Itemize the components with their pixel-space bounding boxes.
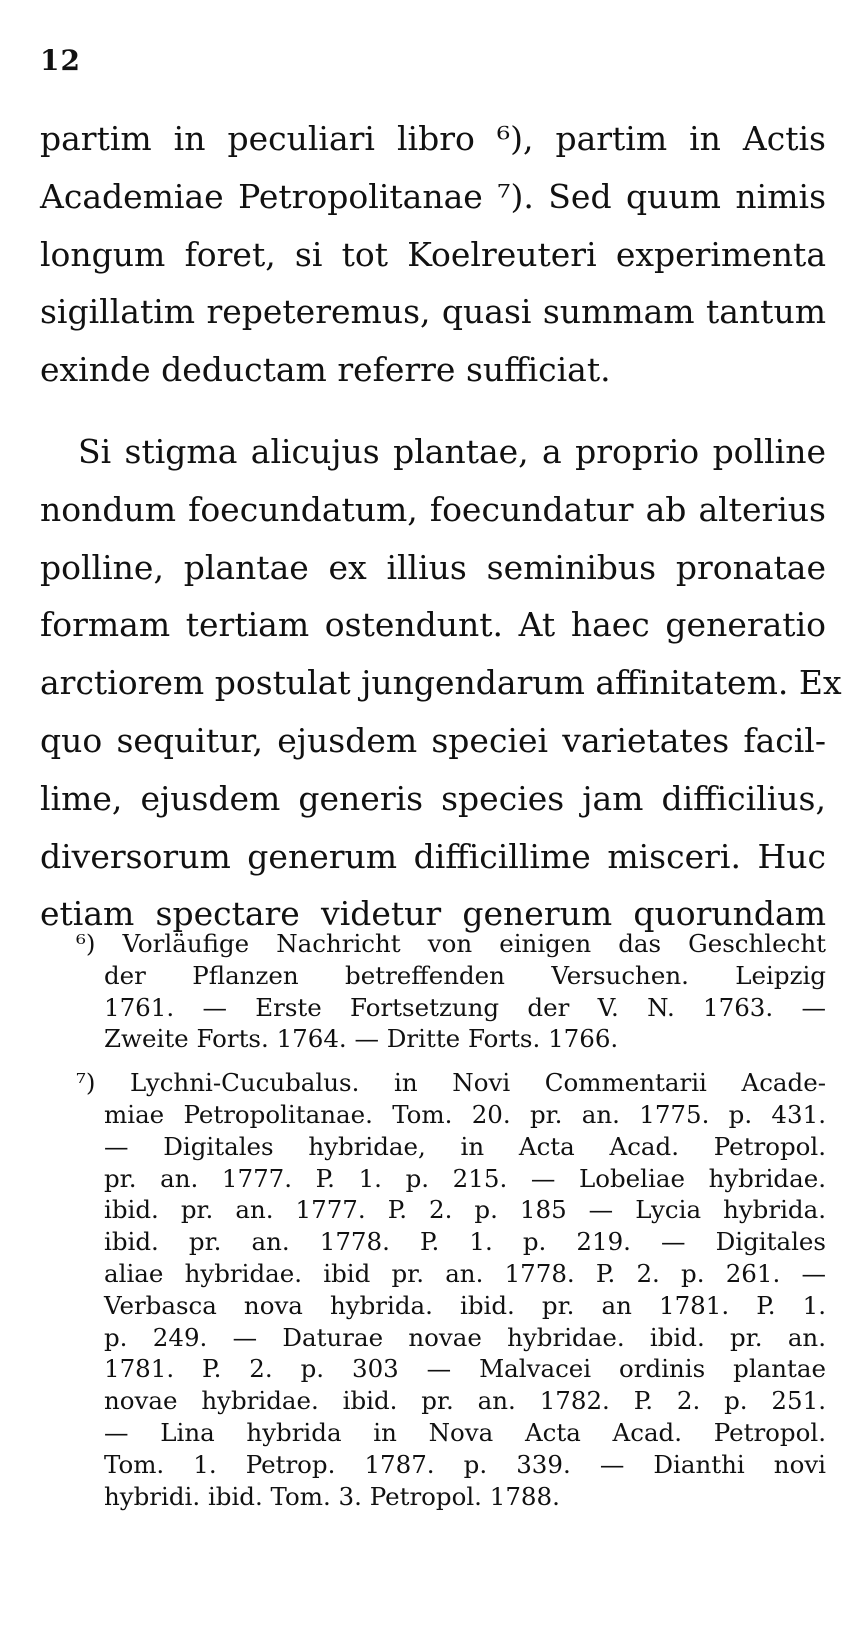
paragraph-1 bbox=[40, 110, 826, 399]
footnote-line: novae hybridae. ibid. pr. an. 1782. P. 2. p. 251. bbox=[104, 1386, 826, 1416]
text-line: quo sequitur, ejusdem speciei varietates facil- bbox=[40, 720, 826, 760]
footnote-7 bbox=[70, 1067, 826, 1512]
footnotes bbox=[70, 928, 826, 1512]
text-line: sigillatim repeteremus, quasi summam tantum bbox=[40, 292, 826, 332]
footnote-line: Tom. 1. Petrop. 1787. p. 339. — Dianthi novi bbox=[104, 1449, 826, 1479]
text-line: lime, ejusdem generis species jam difficilius, bbox=[40, 778, 826, 818]
text-line: arctiorem postulat jungendarum affinitatem. Ex bbox=[40, 663, 842, 703]
paragraph-spacer bbox=[40, 399, 826, 423]
footnote-line: der Pflanzen betreffenden Versuchen. Leipzig bbox=[104, 960, 826, 990]
footnote-line: p. 249. — Daturae novae hybridae. ibid. pr. an. bbox=[104, 1322, 826, 1352]
footnote-line: hybridi. ibid. Tom. 3. Petropol. 1788. bbox=[104, 1481, 560, 1511]
footnote-line: ⁷) Lychni-Cucubalus. in Novi Commentarii Acade- bbox=[76, 1068, 826, 1098]
text-line: nondum foecundatum, foecundatur ab alterius bbox=[40, 489, 826, 529]
text-line: Si stigma alicujus plantae, a proprio polline bbox=[78, 431, 826, 471]
page-number: 12 bbox=[40, 44, 81, 77]
footnote-line: — Lina hybrida in Nova Acta Acad. Petropol. bbox=[104, 1417, 826, 1447]
footnote-6 bbox=[70, 928, 826, 1055]
text-line: polline, plantae ex illius seminibus pronatae bbox=[40, 547, 826, 587]
footnote-line: 1781. P. 2. p. 303 — Malvacei ordinis plantae bbox=[104, 1354, 826, 1384]
footnote-line: aliae hybridae. ibid pr. an. 1778. P. 2. p. 261. — bbox=[104, 1258, 826, 1288]
text-line: formam tertiam ostendunt. At haec generatio bbox=[40, 605, 826, 645]
footnote-line: 1761. — Erste Fortsetzung der V. N. 1763. — bbox=[104, 992, 826, 1022]
footnote-line: Verbasca nova hybrida. ibid. pr. an 1781. P. 1. bbox=[104, 1290, 826, 1320]
text-line: longum foret, si tot Koelreuteri experimenta bbox=[40, 234, 826, 274]
footnote-line: — Digitales hybridae, in Acta Acad. Petropol. bbox=[104, 1131, 826, 1161]
main-text bbox=[40, 110, 842, 943]
text-line: etiam spectare videtur generum quorundam bbox=[40, 894, 826, 934]
text-line: Academiae Petropolitanae ⁷). Sed quum nimis bbox=[40, 176, 826, 216]
footnote-line: ibid. pr. an. 1778. P. 1. p. 219. — Digitales bbox=[104, 1227, 826, 1257]
footnote-line: ibid. pr. an. 1777. P. 2. p. 185 — Lycia hybrida. bbox=[104, 1195, 826, 1225]
footnote-line: pr. an. 1777. P. 1. p. 215. — Lobeliae hybridae. bbox=[104, 1163, 826, 1193]
footnote-line: ⁶) Vorläufige Nachricht von einigen das Geschlecht bbox=[76, 929, 826, 958]
footnote-spacer bbox=[70, 1055, 826, 1067]
footnote-line: miae Petropolitanae. Tom. 20. pr. an. 1775. p. 431. bbox=[104, 1099, 826, 1129]
text-line: exinde deductam referre sufficiat. bbox=[40, 350, 611, 390]
paragraph-2 bbox=[40, 423, 842, 943]
text-line: diversorum generum difficillime misceri. Huc bbox=[40, 836, 826, 876]
footnote-line: Zweite Forts. 1764. — Dritte Forts. 1766. bbox=[104, 1024, 619, 1054]
text-line: partim in peculiari libro ⁶), partim in Actis bbox=[40, 119, 826, 158]
